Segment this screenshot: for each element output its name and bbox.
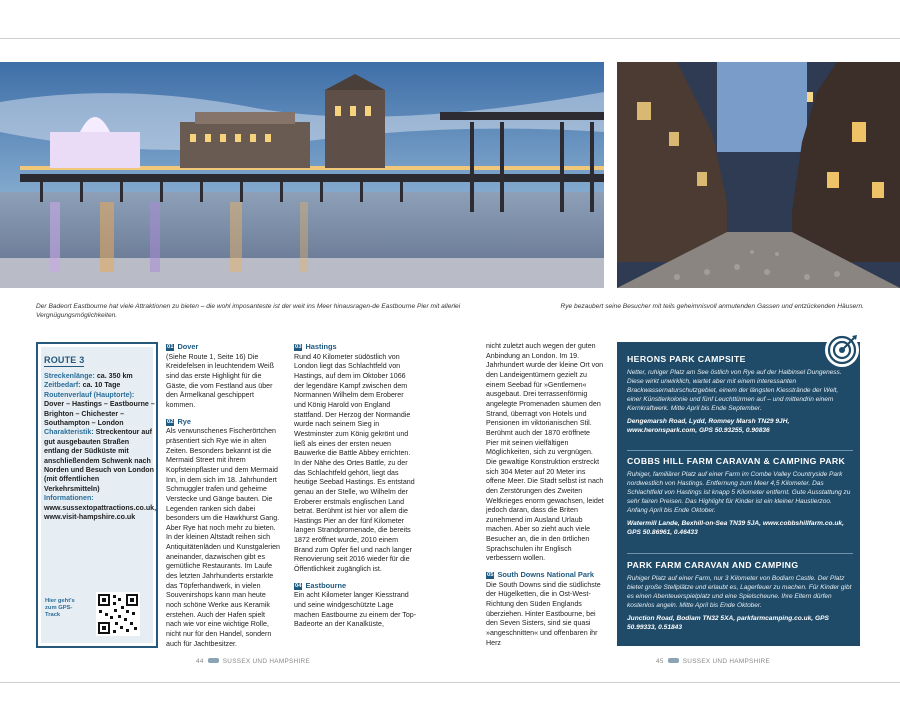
page-bottom-border bbox=[0, 682, 900, 683]
text-column-2 bbox=[294, 342, 417, 630]
car-icon bbox=[208, 658, 219, 663]
character-value: Streckentour auf gut ausgebauten Straßen entlang der Südküste mit anschließendem Schwenk nach Norden und Besuch von London (mit öffentlichen Verkehrsmitteln) bbox=[44, 428, 154, 493]
section-number: 05 bbox=[487, 572, 494, 579]
length-value: ca. 350 km bbox=[96, 372, 133, 380]
campsite-address: Dengemarsh Road, Lydd, Romney Marsh TN29 9JH, www.heronspark.com, GPS 50.93255, 0.90836 bbox=[627, 418, 790, 434]
target-arrow-icon bbox=[824, 332, 860, 368]
itinerary-label: Routenverlauf (Hauptorte): bbox=[44, 390, 135, 399]
rye-street-photo bbox=[617, 62, 900, 288]
campsite-title: HERONS PARK CAMPSITE bbox=[627, 354, 746, 364]
campsite-title: PARK FARM CARAVAN AND CAMPING bbox=[627, 560, 799, 570]
footer-title-right: SUSSEX UND HAMPSHIRE bbox=[682, 658, 771, 665]
info-link-1[interactable]: www.sussextopattractions.co.uk, bbox=[44, 503, 157, 512]
section-title-eastbourne: Eastbourne bbox=[305, 580, 347, 590]
section-text-hastings: Rund 40 Kilometer südöstlich von London liegt das Schlachtfeld von Hastings, auf dem im Oktober 1066 der legendäre Kampf zwischen dem Normannen Wilhelm dem Eroberer und König Harold von England stattfand. Der Herzog der Normandie wurde nach seinem Sieg in Westminster zum König gekrönt und ließ als eines der ersten neuen Bauwerke die Battle Abbey errichten. In der Nähe des Ortes Battle, zu der das Schlachtfeld gehört, liegt das heutige Seebad Hastings. Es entstand genau an der Stelle, wo Wilhelm der Eroberer erstmals englischen Land betrat. Berühmt ist hier vor allem die Hastings Pier an der fünf Kilometer langen Strandpromenade, die bereits 1872 eröffnet wurde, 2010 einem Brand zum Opfer fiel und nach langer Renovierung seit 2016 wieder für die Öffentlichkeit zugänglich ist. bbox=[294, 352, 415, 574]
section-title-dover: Dover bbox=[177, 342, 199, 351]
page-top-border bbox=[0, 38, 900, 39]
section-text-eastbourne-continued: nicht zuletzt auch wegen der guten Anbindung an London. Im 19. Jahrhundert wurde der kleine Ort von den Landeigentümern gezielt zu einem Seebad für »Gentlemen« ausgebaut. Drei terrassenförmig angelegte Promenaden säumen den Strand, überragt von Hotels und Pensionen im viktorianischen Stil. Berühmt auch der 1870 eröffnete Pier mit seinen vielfältigen Möglichkeiten, sich zu vergnügen. Die gewaltige Konstruktion erstreckt sich 304 Meter auf 20 Meter ins offene Meer. Die Stadt selbst ist nach den Zerstörungen des Zweiten Weltkrieges enorm gewachsen, leidet jedoch daran, dass die Briten zunehmend im Ausland Urlaub machen. Aber so zieht auch viele Besucher an, die in den örtlichen Sprachschulen ihr Englisch verbessern wollen. bbox=[486, 342, 604, 563]
section-text-eastbourne: Ein acht Kilometer langer Kiesstrand und seine windgeschützte Lage machen Eastbourne zu einem der Top-Badeorte an der Kanalküste, bbox=[294, 591, 417, 629]
character-label: Charakteristik: bbox=[44, 428, 94, 437]
info-link-2[interactable]: www.visit-hampshire.co.uk bbox=[44, 513, 136, 522]
section-text-dover: (Siehe Route 1, Seite 16) Die Kreidefelsen in leuchtendem Weiß sind das erste Highlight für die Gäste, die vom Festland aus über den Ärmelkanal geschippert kommen. bbox=[166, 352, 274, 409]
campsite-cobbs-hill bbox=[627, 456, 853, 537]
info-label: Informationen: bbox=[44, 494, 94, 503]
eastbourne-pier-photo bbox=[0, 62, 604, 288]
section-number: 01 bbox=[167, 344, 174, 350]
footer-left bbox=[196, 658, 310, 665]
qr-code-icon[interactable] bbox=[96, 592, 140, 636]
itinerary-value: Dover – Hastings – Eastbourne – Brighton – Chichester – Southampton – London bbox=[44, 400, 155, 428]
text-column-1 bbox=[166, 342, 281, 649]
section-number: 04 bbox=[295, 582, 302, 589]
length-label: Streckenlänge: bbox=[44, 372, 95, 380]
section-title-south-downs: South Downs National Park bbox=[497, 570, 594, 580]
duration-value: ca. 10 Tage bbox=[82, 381, 121, 390]
text-column-3 bbox=[486, 342, 604, 648]
section-title-hastings: Hastings bbox=[305, 342, 337, 351]
route-details bbox=[44, 372, 156, 523]
rye-photo-caption: Rye bezaubert seine Besucher mit teils geheimnisvoll anmutenden Gassen und entzückenden Häusern. bbox=[560, 303, 864, 310]
section-text-rye: Als verwunschenes Fischerörtchen präsentiert sich Rye wie in alten Zeiten. Besonders bekannt ist die Mermaid Street mit ihrem Kopfsteinpflaster und dem Mermaid Inn, in dem sich im 18. Jahrhundert Schmuggler trafen und geheime Verstecke und Gänge bauten. Die Legenden ranken sich dabei besonders um die Hawkhurst Gang. Aber Rye hat noch mehr zu bieten. In der kleinen Altstadt reihen sich Antiquitätenläden und Kunstgalerien aneinander, dazwischen gibt es gemütliche Restaurants. Im Laufe des letzten Jahrhunderts erstarkte das Töpferhandwerk, in vielen Souvenirshops kann man heute noch schöne Werke aus Keramik erstehen. Auch der Hafen spielt nach wie vor eine wichtige Rolle, nicht nur für den Handel, sondern auch für Jachtbesitzer. bbox=[166, 427, 280, 648]
footer-title-left: SUSSEX UND HAMPSHIRE bbox=[222, 658, 311, 665]
campsite-address: Junction Road, Bodiam TN32 5XA, parkfarmcamping.co.uk, GPS 50.99333, 0.51843 bbox=[627, 615, 829, 631]
campsite-park-farm bbox=[627, 560, 853, 632]
page-number-right: 45 bbox=[656, 658, 664, 665]
campsite-panel bbox=[617, 342, 860, 646]
pier-photo-caption: Der Badeort Eastbourne hat viele Attraktionen zu bieten – die wohl imposanteste ist der weit ins Meer hinausragen-de Eastbourne Pier mit allerlei Vergnügungsmöglichkeiten. bbox=[36, 303, 461, 319]
section-number: 03 bbox=[295, 344, 302, 350]
section-title-rye: Rye bbox=[177, 416, 192, 426]
footer-right bbox=[656, 658, 770, 665]
campsite-description: Ruhiger, familiärer Platz auf einer Farm im Combe Valley Countryside Park nordwestlich von Hastings. Entfernung zum Meer 4,5 Kilometer. Das Schlachtfeld von Hastings ist knapp 5 Kilometer entfernt. Gute Ausstattung zu sehr fairen Preisen. Das Highlight für Kinder ist ein kleiner Haustierzoo. Anfang April bis Ende Oktober. bbox=[627, 471, 851, 514]
route-title: ROUTE 3 bbox=[44, 355, 85, 365]
duration-label: Zeitbedarf: bbox=[44, 381, 81, 390]
gps-track-label: Hier geht's zum GPS-Track bbox=[45, 598, 75, 619]
campsite-description: Netter, ruhiger Platz am See östlich von Rye auf der Halbinsel Dungeness. Diese wirkt unwirklich, wartet aber mit einem interessanten Brackwassernaturschutzgebiet, einem der längsten Kiesstrände der Welt, einer Künstlerkolonie und fünf Leuchttürmen auf – und mittendrin einem Kernkraftwerk. Mitte April bis Ende September. bbox=[627, 369, 842, 412]
campsite-divider bbox=[627, 553, 853, 554]
route-info-box bbox=[36, 342, 158, 648]
campsite-address: Watermill Lande, Bexhill-on-Sea TN39 5JA, www.cobbshillfarm.co.uk, GPS 50.86961, 0.46433 bbox=[627, 520, 844, 536]
campsite-title: COBBS HILL FARM CARAVAN & CAMPING PARK bbox=[627, 456, 846, 466]
campsite-description: Ruhiger Platz auf einer Farm, nur 3 Kilometer von Bodiam Castle. Der Platz bietet große Stellplätze und erlaubt es, Lagerfeuer zu machen. Für Kinder gibt es einen Abenteuerspielplatz und eine Spielscheune. Ihre Eltern dürfen kostenlos angeln. Mitte April bis Ende Oktober. bbox=[627, 575, 852, 609]
campsite-divider bbox=[627, 450, 853, 451]
section-text-south-downs: Die South Downs sind die südlichste der Hügelketten, die in Ost-West-Richtung den Süden Englands überziehen. Hinter Eastbourne, bei den Seven Sisters, sind sie quasi »angeschnitten« und offenbaren ihr Herz bbox=[486, 580, 601, 647]
section-number: 02 bbox=[167, 418, 174, 425]
campsite-herons-park bbox=[627, 354, 853, 435]
car-icon bbox=[668, 658, 679, 663]
page-number-left: 44 bbox=[196, 658, 204, 665]
